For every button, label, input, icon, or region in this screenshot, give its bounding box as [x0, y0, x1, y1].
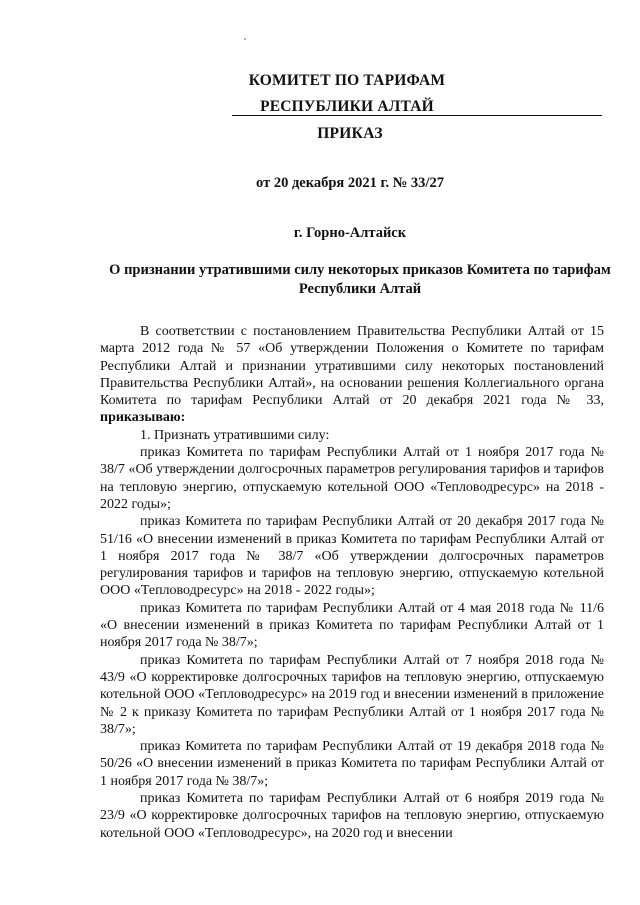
repealed-order-5: приказ Комитета по тарифам Республики Алтай от 19 декабря 2018 года № 50/26 «О внесении изменений в приказ Комитета по тарифам Республики Алтай от 1 ноября 2017 года № 38/7»;	[100, 739, 604, 789]
header-divider	[232, 115, 602, 116]
repealed-order-6: приказ Комитета по тарифам Республики Алтай от 6 ноября 2019 года № 23/9 «О корректировке долгосрочных тарифов на тепловую энергию, отпускаемую котельной ООО «Тепловодресурс», на 2020 год и внесении	[100, 791, 604, 841]
repealed-order-4: приказ Комитета по тарифам Республики Алтай от 7 ноября 2018 года № 43/9 «О корректировке долгосрочных тарифов на тепловую энергию, отпускаемую котельной ООО «Тепловодресурс» на 2019 год и внесении изменений в приложение № 2 к приказу Комитета по тарифам Республики Алтай от 1 ноября 2017 года № 38/7»;	[100, 652, 604, 737]
committee-name-line-1: КОМИТЕТ ПО ТАРИФАМ	[248, 72, 446, 89]
order-city: г. Горно-Алтайск	[293, 225, 407, 241]
repealed-order-1: приказ Комитета по тарифам Республики Алтай от 1 ноября 2017 года № 38/7 «Об утверждении долгосрочных параметров регулирования тарифов и тарифов на тепловую энергию, отпускаемую котельной ООО «Тепловодресурс» на 2018 - 2022 годы»;	[100, 445, 604, 512]
order-subject: О признании утратившими силу некоторых приказов Комитета по тарифам Республики Алтай	[109, 262, 611, 297]
repealed-order-2: приказ Комитета по тарифам Республики Алтай от 20 декабря 2017 года № 51/16 «О внесении изменений в приказ Комитета по тарифам Республики Алтай от 1 ноября 2017 года № 38/7 «Об утверждении долгосрочных параметров регулирования тарифов и тарифов на тепловую энергию, отпускаемую котельной ООО «Тепловодресурс» на 2018 - 2022 годы»;	[100, 514, 604, 599]
repealed-order-3: приказ Комитета по тарифам Республики Алтай от 4 мая 2018 года № 11/6 «О внесении изменений в приказ Комитета по тарифам Республики Алтай от 1 ноября 2017 года № 38/7»;	[100, 600, 604, 651]
item-1: 1. Признать утратившими силу:	[140, 427, 330, 443]
intro-order-word: приказываю:	[100, 410, 186, 426]
scan-speck	[244, 38, 246, 40]
committee-name-line-2: РЕСПУБЛИКИ АЛТАЙ	[260, 98, 434, 115]
order-date-number: от 20 декабря 2021 г. № 33/27	[256, 175, 444, 191]
intro-text: В соответствии с постановлением Правительства Республики Алтай от 15 марта 2012 года № 57 «Об утверждении Положения о Комитете по тарифам Республики Алтай и признании утратившими силу некоторых постановлений Правительства Республики Алтай», на основании решения Коллегиального органа Комитета по тарифам Республики Алтай от 20 декабря 2021 года № 33,	[100, 324, 604, 409]
document-title: ПРИКАЗ	[317, 125, 383, 142]
committee-header	[232, 68, 602, 120]
intro-paragraph	[100, 323, 604, 427]
document-body	[100, 323, 604, 842]
